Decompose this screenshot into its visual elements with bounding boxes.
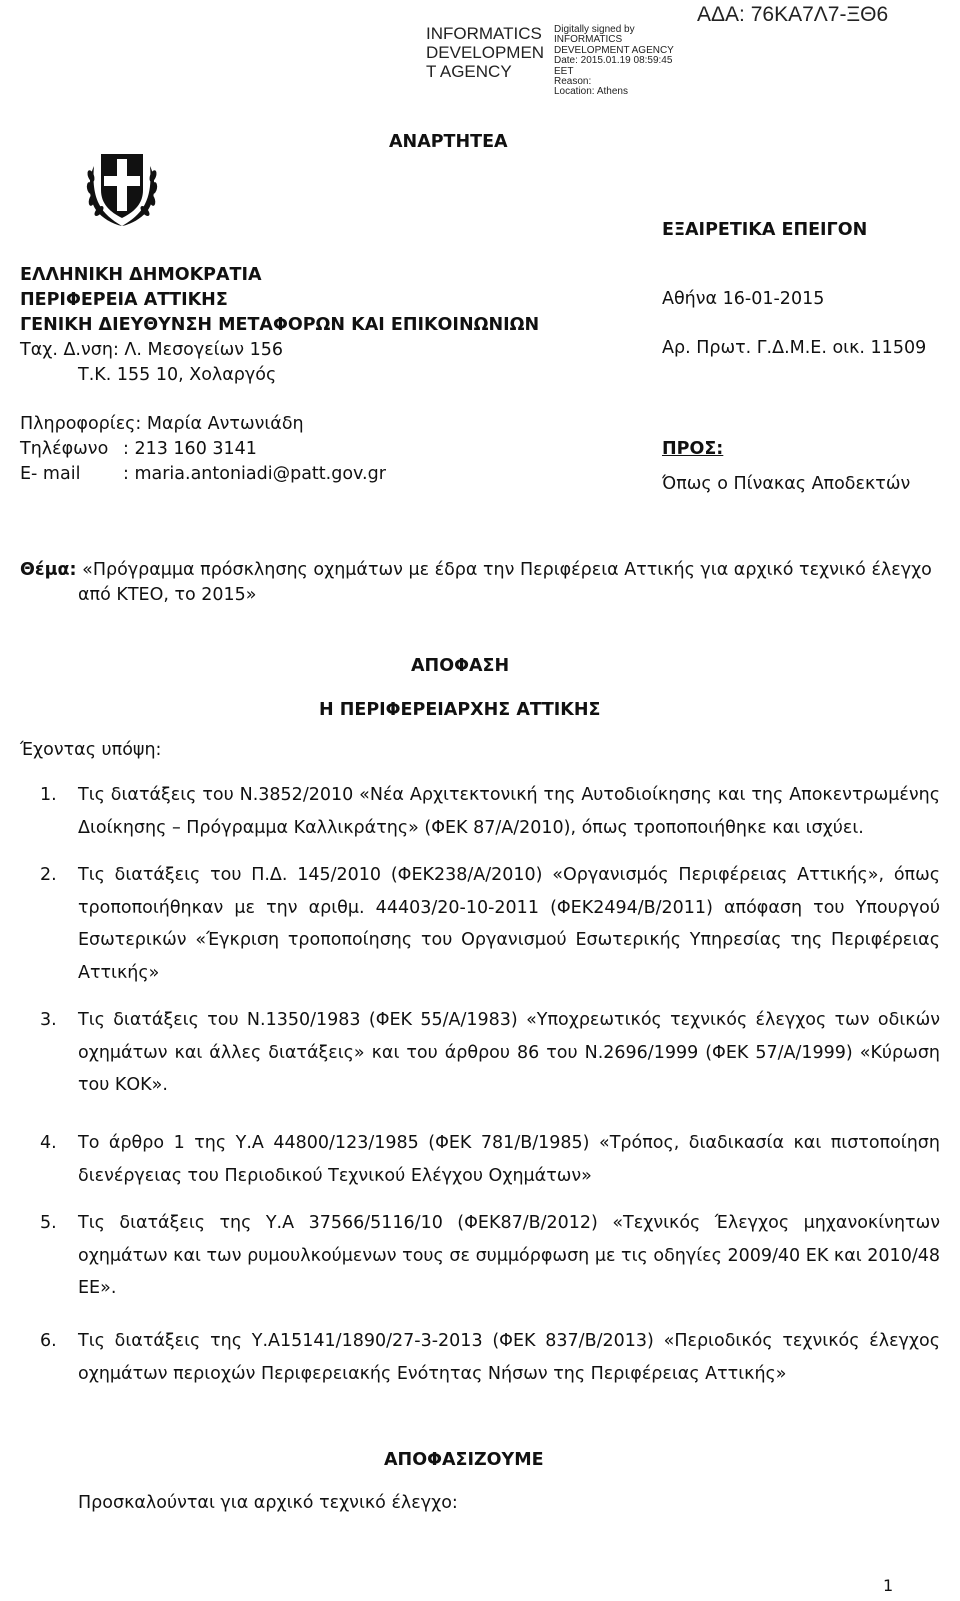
document-date: Αθήνα 16-01-2015	[662, 289, 825, 309]
list-item	[40, 1127, 940, 1192]
authority-title: Η ΠΕΡΙΦΕΡΕΙΑΡΧΗΣ ΑΤΤΙΚΗΣ	[319, 700, 601, 720]
list-item	[40, 859, 940, 989]
sender-line-country: ΕΛΛΗΝΙΚΗ ΔΗΜΟΚΡΑΤΙΑ	[20, 265, 262, 285]
signature-line: Digitally signed by	[554, 24, 635, 35]
subject	[20, 558, 932, 608]
urgency-label: ΕΞΑΙΡΕΤΙΚΑ ΕΠΕΙΓΟΝ	[662, 220, 868, 240]
sender-line-region: ΠΕΡΙΦΕΡΕΙΑ ΑΤΤΙΚΗΣ	[20, 290, 228, 310]
list-item-number: 5.	[40, 1213, 57, 1233]
signature-line: Reason:	[554, 76, 592, 88]
email-value: : maria.antoniadi@patt.gov.gr	[123, 464, 386, 484]
contact-phone-row	[20, 437, 386, 462]
contact-block	[20, 412, 386, 487]
recipients-value: Όπως ο Πίνακας Αποδεκτών	[662, 474, 911, 494]
list-item-text: Τις διατάξεις της Υ.Α 37566/5116/10 (ΦΕΚ87/Β/2012) «Τεχνικός Έλεγχος μηχανοκίνητων οχημάτων και των ρυμουλκούμενων τους σε συμμόρφωση με τις οδηγίες 2009/40 ΕΚ και 2010/48 ΕΕ».	[78, 1213, 940, 1298]
signature-line: DEVELOPMENT AGENCY	[554, 44, 674, 56]
list-item-text: Τις διατάξεις του Ν.3852/2010 «Νέα Αρχιτεκτονική της Αυτοδιοίκησης και της Αποκεντρωμένης Διοίκησης – Πρόγραμμα Καλλικράτης» (ΦΕΚ 87/Α/2010), όπως τροποποιήθηκε και ισχύει.	[78, 785, 940, 838]
list-item-number: 2.	[40, 865, 57, 885]
list-item-number: 1.	[40, 785, 57, 805]
greek-coat-of-arms-icon	[82, 146, 162, 228]
list-item-number: 6.	[40, 1331, 57, 1351]
signature-line: Location: Athens	[554, 86, 628, 98]
list-item	[40, 1207, 940, 1305]
we-decide-title: ΑΠΟΦΑΣΙΖΟΥΜΕ	[384, 1450, 544, 1470]
decision-title: ΑΠΟΦΑΣΗ	[411, 656, 510, 676]
list-item-text: Τις διατάξεις του Ν.1350/1983 (ΦΕΚ 55/Α/1983) «Υποχρεωτικός τεχνικός έλεγχος των οδικών οχημάτων και άλλες διατάξεις» και του άρθρου 86 του Ν.2696/1999 (ΦΕΚ 57/Α/1999) «Κύρωση του ΚΟΚ».	[78, 1010, 940, 1095]
list-item-text: Τις διατάξεις της Υ.Α15141/1890/27-3-2013 (ΦΕΚ 837/Β/2013) «Περιοδικός τεχνικός έλεγχος οχημάτων περιοχών Περιφερειακής Ενότητας Νήσων της Περιφέρειας Αττικής»	[78, 1331, 940, 1384]
list-item	[40, 1325, 940, 1390]
email-label: E- mail	[20, 464, 81, 484]
signature-details	[554, 25, 674, 98]
list-item	[40, 1004, 940, 1102]
considering-label: Έχοντας υπόψη:	[20, 740, 162, 760]
signature-line: INFORMATICS	[554, 34, 623, 46]
page-number: 1	[883, 1576, 894, 1595]
protocol-number: Αρ. Πρωτ. Γ.Δ.Μ.Ε. οικ. 11509	[662, 338, 927, 358]
signature-signer-name: INFORMATICS DEVELOPMEN T AGENCY	[426, 24, 545, 81]
sender-postcode: Τ.Κ. 155 10, Χολαργός	[78, 365, 277, 385]
sender-block	[20, 263, 539, 388]
subject-line-2: από ΚΤΕΟ, το 2015»	[78, 585, 257, 605]
signature-line: Date: 2015.01.19 08:59:45	[554, 55, 673, 67]
signature-line: EET	[554, 65, 574, 77]
subject-label: Θέμα:	[20, 560, 77, 580]
list-item	[40, 779, 940, 844]
phone-label: Τηλέφωνο	[20, 439, 109, 459]
invite-text: Προσκαλούνται για αρχικό τεχνικό έλεγχο:	[78, 1493, 458, 1513]
contact-info: Πληροφορίες: Μαρία Αντωνιάδη	[20, 414, 304, 434]
list-item-text: Το άρθρο 1 της Υ.Α 44800/123/1985 (ΦΕΚ 781/Β/1985) «Τρόπος, διαδικασία και πιστοποίηση διενέργειας του Περιοδικού Τεχνικού Ελέγχου Οχημάτων»	[78, 1133, 940, 1186]
subject-line-1	[20, 558, 932, 583]
ada-code: ΑΔΑ: 76ΚΑ7Λ7-ΞΘ6	[697, 3, 889, 26]
subject-text: «Πρόγραμμα πρόσκλησης οχημάτων με έδρα την Περιφέρεια Αττικής για αρχικό τεχνικό έλεγχο	[82, 560, 932, 580]
list-item-number: 3.	[40, 1010, 57, 1030]
contact-email-row	[20, 462, 386, 487]
recipients-label: ΠΡΟΣ:	[662, 439, 724, 459]
phone-value: : 213 160 3141	[123, 439, 257, 459]
list-item-number: 4.	[40, 1133, 57, 1153]
list-item-text: Τις διατάξεις του Π.Δ. 145/2010 (ΦΕΚ238/Α/2010) «Οργανισμός Περιφέρειας Αττικής», όπως τροποποιήθηκαν με την αριθμ. 44403/20-10-2011 (ΦΕΚ2494/Β/2011) απόφαση του Υπουργού Εσωτερικών «Έγκριση τροποποίησης του Οργανισμού Εσωτερικής Υπηρεσίας της Περιφέρειας Αττικής»	[78, 865, 940, 983]
sender-address: Ταχ. Δ.νση: Λ. Μεσογείων 156	[20, 340, 283, 360]
posting-label: ΑΝΑΡΤΗΤΕΑ	[389, 132, 508, 152]
sender-line-directorate: ΓΕΝΙΚΗ ΔΙΕΥΘΥΝΣΗ ΜΕΤΑΦΟΡΩΝ ΚΑΙ ΕΠΙΚΟΙΝΩΝΙΩΝ	[20, 315, 540, 335]
